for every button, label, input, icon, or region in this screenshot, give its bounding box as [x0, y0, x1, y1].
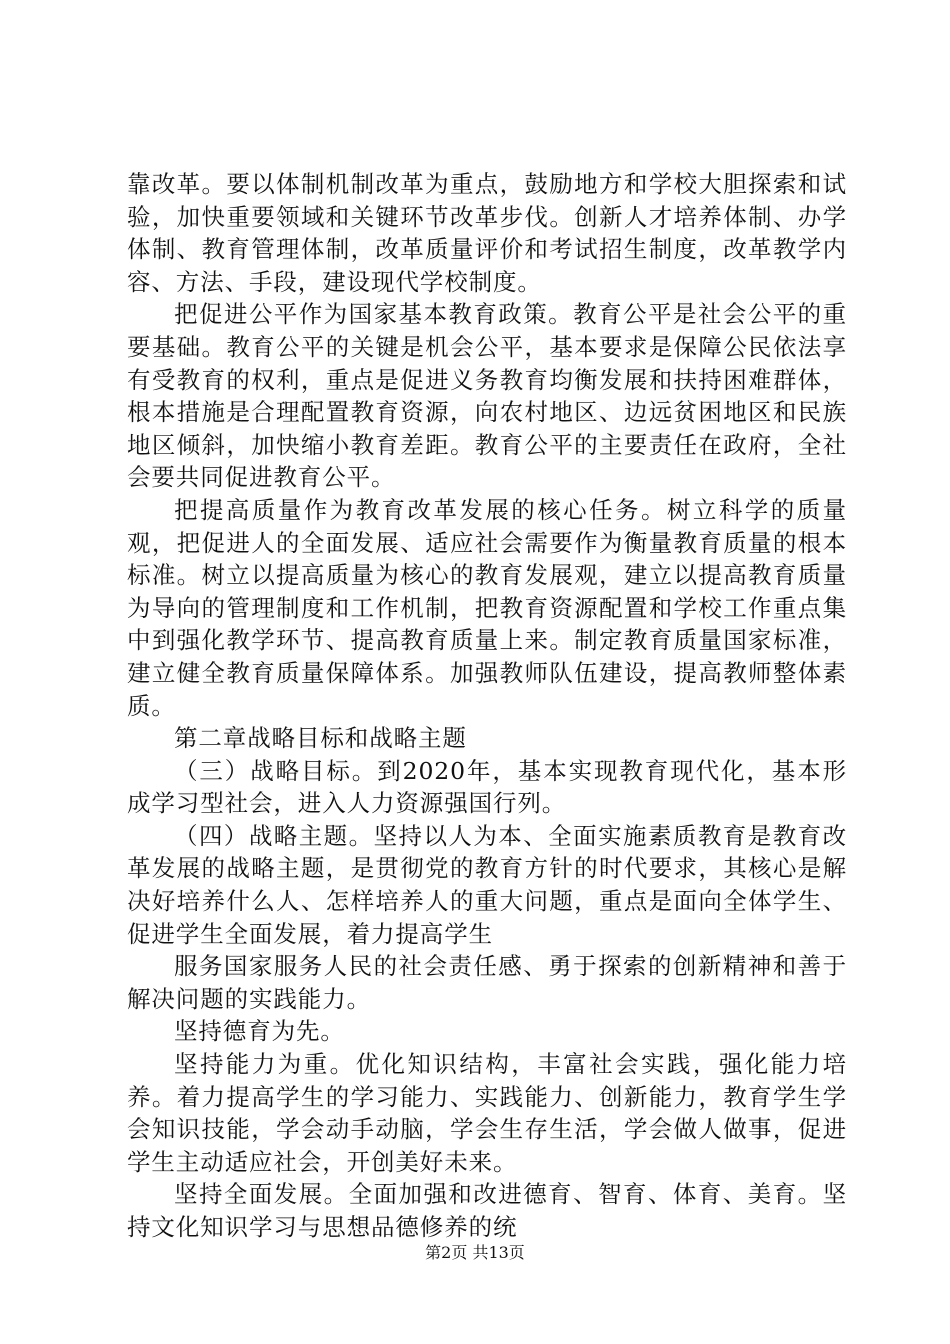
paragraph-strategic-theme: （四）战略主题。坚持以人为本、全面实施素质教育是教育改革发展的战略主题，是贯彻党的教育方针的时代要求，其核心是解决好培养什么人、怎样培养人的重大问题，重点是面向全体学生、促进学生全面发展，着力提高学生 [127, 821, 847, 948]
paragraph-social-responsibility: 服务国家服务人民的社会责任感、勇于探索的创新精神和善于解决问题的实践能力。 [127, 952, 847, 1013]
paragraph-reform-continued: 靠改革。要以体制机制改革为重点，鼓励地方和学校大胆探索和试验，加快重要领域和关键环节改革步伐。创新人才培养体制、办学体制、教育管理体制，改革质量评价和考试招生制度，改革教学内容、方法、手段，建设现代学校制度。 [127, 170, 847, 296]
paragraph-moral-first: 坚持德育为先。 [174, 1017, 345, 1046]
document-body [127, 168, 847, 1244]
paragraph-ability-focus: 坚持能力为重。优化知识结构，丰富社会实践，强化能力培养。着力提高学生的学习能力、实践能力、创新能力，教育学生学会知识技能，学会动手动脑，学会生存生活，学会做人做事，促进学生主动适应社会，开创美好未来。 [127, 1050, 847, 1176]
page-number-footer: 第2页 共13页 [425, 1243, 525, 1262]
chapter-heading: 第二章战略目标和战略主题 [174, 724, 467, 753]
paragraph-education-equity: 把促进公平作为国家基本教育政策。教育公平是社会公平的重要基础。教育公平的关键是机会公平，基本要求是保障公民依法享有受教育的权利，重点是促进义务教育均衡发展和扶持困难群体，根本措施是合理配置教育资源，向农村地区、边远贫困地区和民族地区倾斜，加快缩小教育差距。教育公平的主要责任在政府，全社会要共同促进教育公平。 [127, 300, 847, 492]
paragraph-education-quality: 把提高质量作为教育改革发展的核心任务。树立科学的质量观，把促进人的全面发展、适应社会需要作为衡量教育质量的根本标准。树立以提高质量为核心的教育发展观，建立以提高教育质量为导向的管理制度和工作机制，把教育资源配置和学校工作重点集中到强化教学环节、提高教育质量上来。制定教育质量国家标准，建立健全教育质量保障体系。加强教师队伍建设，提高教师整体素质。 [127, 495, 847, 720]
paragraph-strategic-goal: （三）战略目标。到2020年，基本实现教育现代化，基本形成学习型社会，进入人力资源强国行列。 [127, 756, 847, 818]
paragraph-all-round-development: 坚持全面发展。全面加强和改进德育、智育、体育、美育。坚持文化知识学习与思想品德修养的统 [127, 1180, 847, 1241]
